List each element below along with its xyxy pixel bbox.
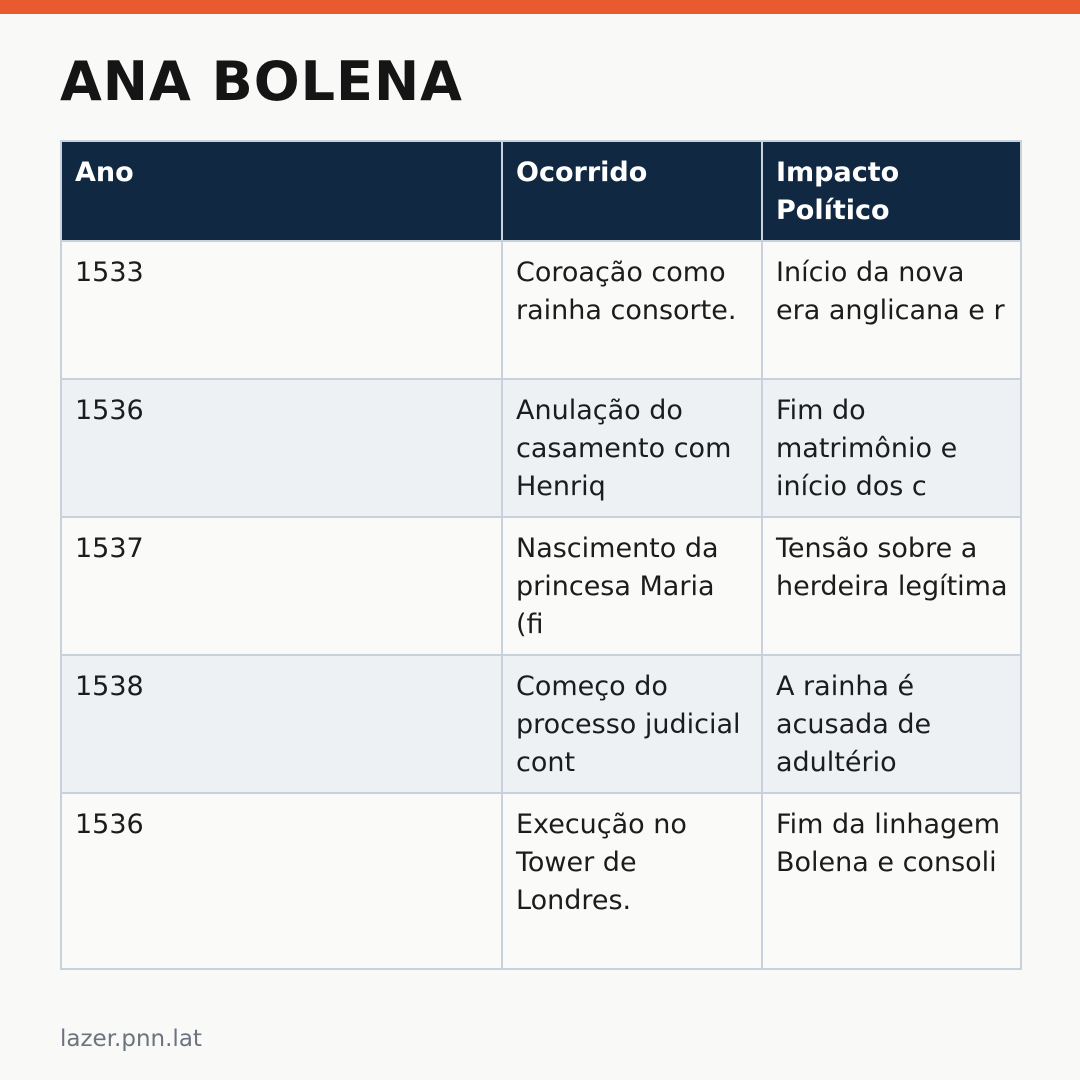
- table-row: [61, 241, 1021, 379]
- year-cell: 1537: [61, 517, 502, 655]
- impact-cell: Fim da linhagem Bolena e consoli: [762, 793, 1021, 969]
- year-cell: 1536: [61, 793, 502, 969]
- event-cell: Coroação como rainha consorte.: [502, 241, 762, 379]
- page-title: ANA BOLENA: [60, 50, 463, 113]
- year-cell: 1536: [61, 379, 502, 517]
- column-header-event: Ocorrido: [502, 141, 762, 241]
- impact-cell: Fim do matrimônio e início dos c: [762, 379, 1021, 517]
- column-header-impact: Impacto Político: [762, 141, 1021, 241]
- table-header-row: [61, 141, 1021, 241]
- event-cell: Anulação do casamento com Henriq: [502, 379, 762, 517]
- event-cell: Execução no Tower de Londres.: [502, 793, 762, 969]
- table-row: [61, 517, 1021, 655]
- event-cell: Nascimento da princesa Maria (fi: [502, 517, 762, 655]
- impact-cell: A rainha é acusada de adultério: [762, 655, 1021, 793]
- table-row: [61, 655, 1021, 793]
- timeline-table: [60, 140, 1022, 970]
- event-cell: Começo do processo judicial cont: [502, 655, 762, 793]
- impact-cell: Tensão sobre a herdeira legítima: [762, 517, 1021, 655]
- table-row: [61, 379, 1021, 517]
- table-row: [61, 793, 1021, 969]
- column-header-year: Ano: [61, 141, 502, 241]
- footer-domain: lazer.pnn.lat: [60, 1026, 202, 1052]
- top-accent-bar: [0, 0, 1080, 14]
- year-cell: 1538: [61, 655, 502, 793]
- impact-cell: Início da nova era anglicana e r: [762, 241, 1021, 379]
- year-cell: 1533: [61, 241, 502, 379]
